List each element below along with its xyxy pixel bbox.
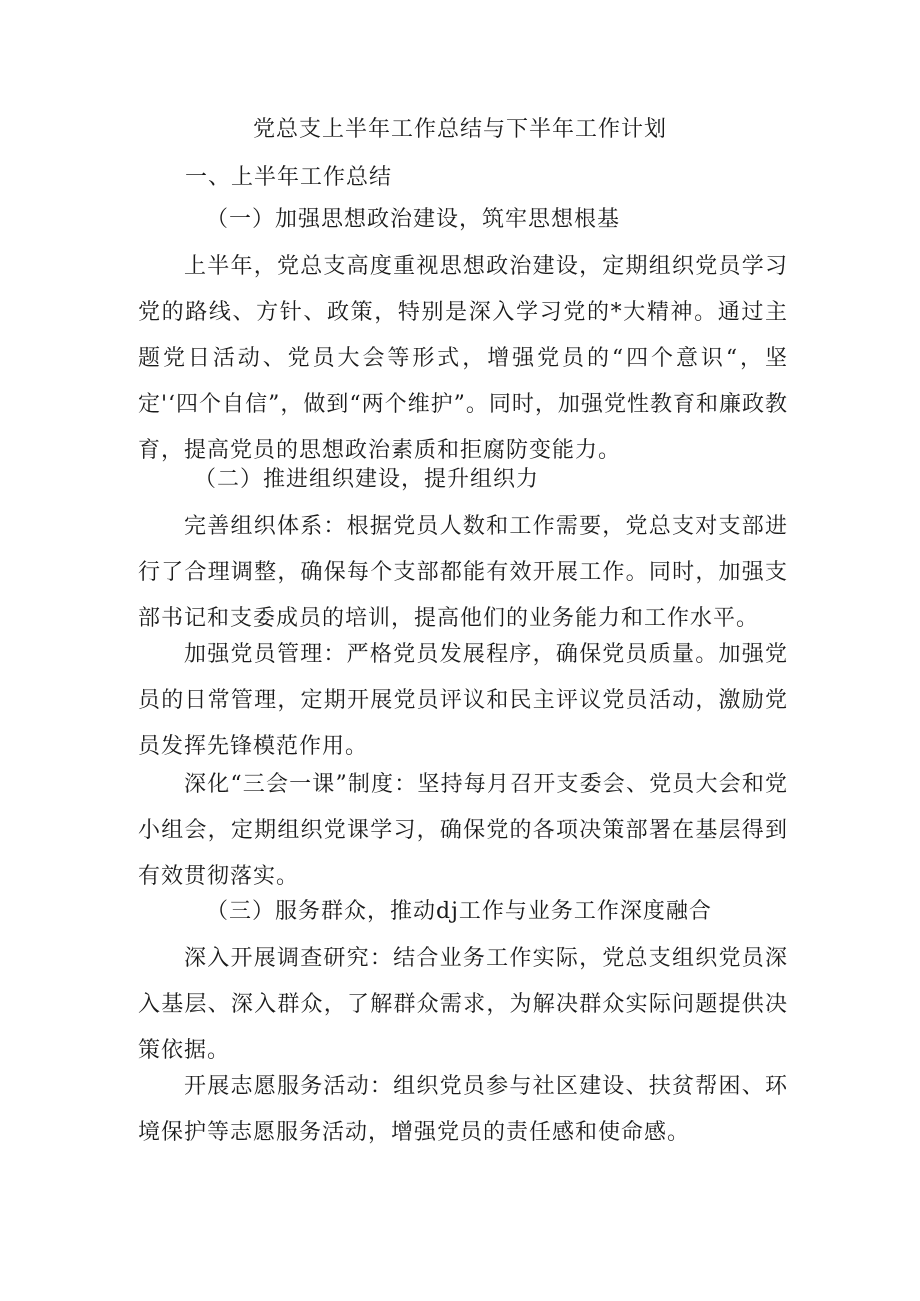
subsection-heading-3: （三）服务群众，推动dj工作与业务工作深度融合 (206, 899, 712, 924)
subsection-heading-2: （二）推进组织建设，提升组织力 (194, 467, 540, 492)
paragraph-three-meetings: 深化“三会一课”制度：坚持每月召开支委会、党员大会和党小组会，定期组织党课学习，确保党的各项决策部署在基层得到有效贯彻落实。 (138, 772, 788, 889)
subsection-heading-1: （一）加强思想政治建设，筑牢思想根基 (206, 207, 621, 232)
paragraph-ideology: 上半年，党总支高度重视思想政治建设，定期组织党员学习党的路线、方针、政策，特别是深入学习党的*大精神。通过主题党日活动、党员大会等形式，增强党员的“四个意识“，坚定'‘四个自信”，做到“两个维护”。同时，加强党性教育和廉政教育，提高党员的思想政治素质和拒腐防变能力。 (138, 254, 788, 463)
paragraph-organization-system: 完善组织体系：根据党员人数和工作需要，党总支对支部进行了合理调整，确保每个支部都能有效开展工作。同时，加强支部书记和支委成员的培训，提高他们的业务能力和工作水平。 (138, 514, 788, 631)
paragraph-research: 深入开展调查研究：结合业务工作实际，党总支组织党员深入基层、深入群众，了解群众需求，为解决群众实际问题提供决策依据。 (138, 946, 788, 1063)
section-heading: 一、上半年工作总结 (185, 165, 393, 190)
paragraph-member-management: 加强党员管理：严格党员发展程序，确保党员质量。加强党员的日常管理，定期开展党员评议和民主评议党员活动，激励党员发挥先锋模范作用。 (138, 642, 788, 759)
paragraph-volunteer: 开展志愿服务活动：组织党员参与社区建设、扶贫帮困、环境保护等志愿服务活动，增强党员的责任感和使命感。 (138, 1074, 788, 1145)
document-title: 党总支上半年工作总结与下半年工作计划 (252, 117, 667, 142)
